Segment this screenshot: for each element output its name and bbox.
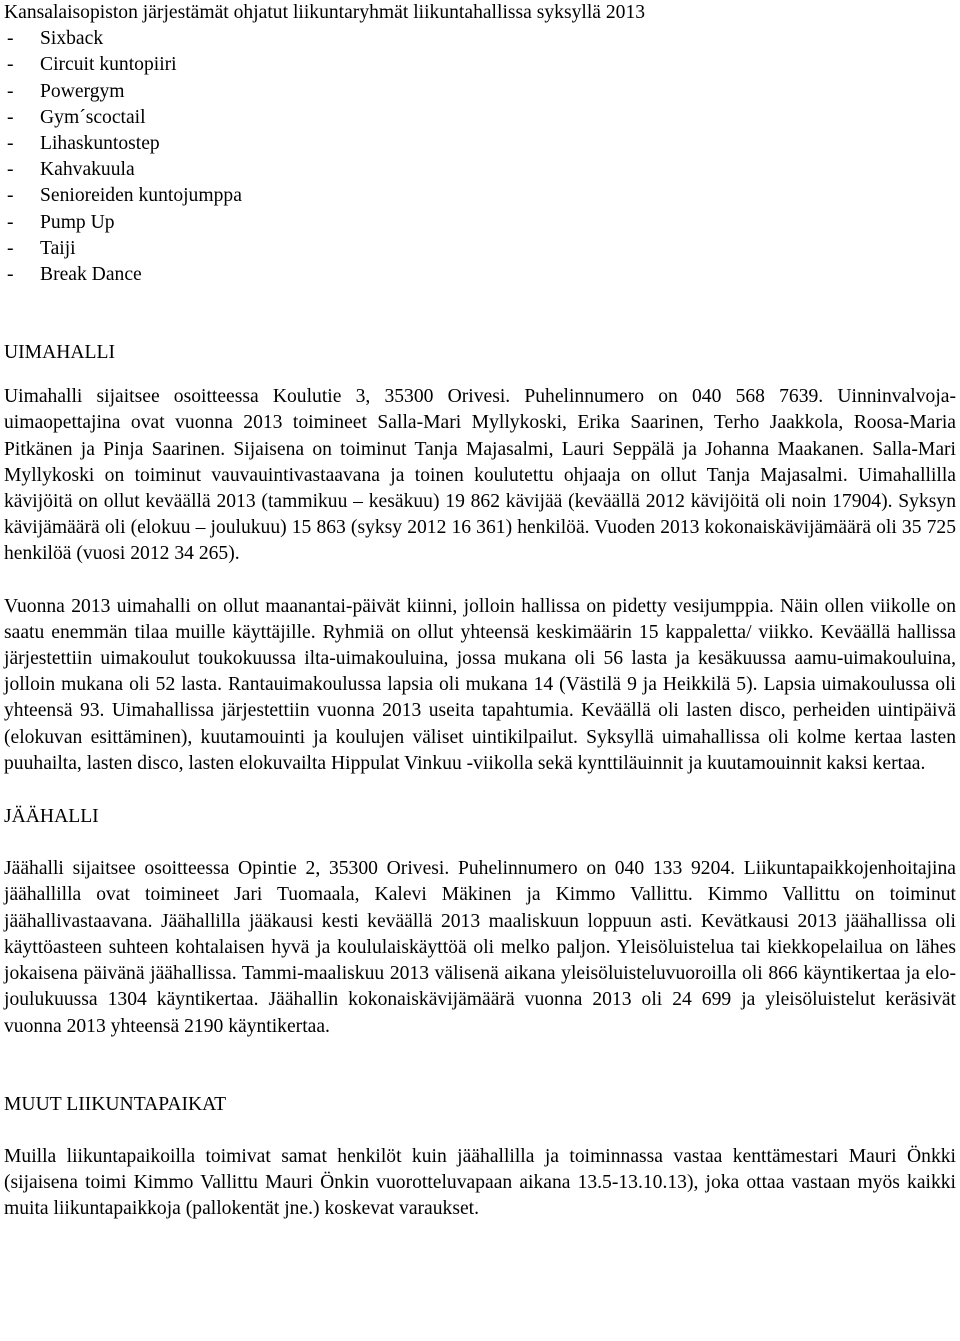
list-item bbox=[4, 79, 956, 105]
list-item bbox=[4, 262, 956, 288]
list-dash: - bbox=[7, 237, 14, 259]
activity-label: Pump Up bbox=[40, 211, 115, 233]
uimahalli-paragraph-1: Uimahalli sijaitsee osoitteessa Koulutie 3, 35300 Orivesi. Puhelinnumero on 040 568 7639. Uinninvalvoja-uimaopettajina ovat vuonna 2013 toimineet Salla-Mari Myllykoski, Erika Saarinen, Terho Jaakkola, Roosa-Maria Pitkänen ja Pinja Saarinen. Sijaisena on toiminut Tanja Majasalmi, Lauri Seppälä ja Johanna Maakanen. Salla-Mari Myllykoski on toiminut vauvauintivastaavana ja toinen koulutettu ohjaaja on ollut Tanja Majasalmi. Uimahallilla kävijöitä on ollut keväällä 2013 (tammikuu – kesäkuu) 19 862 kävijää (keväällä 2012 kävijöitä oli noin 17904). Syksyn kävijämäärä oli (elokuu – joulukuu) 15 863 (syksy 2012 16 361) henkilöä. Vuoden 2013 kokonaiskävijämäärä oli 35 725 henkilöä (vuosi 2012 34 265). bbox=[4, 386, 956, 565]
activity-list bbox=[4, 26, 956, 288]
list-item bbox=[4, 105, 956, 131]
document-page bbox=[4, 0, 956, 1223]
list-dash: - bbox=[7, 106, 14, 128]
list-dash: - bbox=[7, 132, 14, 154]
list-item bbox=[4, 157, 956, 183]
list-dash: - bbox=[7, 54, 14, 76]
activity-label: Break Dance bbox=[40, 263, 142, 285]
activity-label: Gym´scoctail bbox=[40, 106, 146, 128]
activity-label: Kahvakuula bbox=[40, 159, 135, 181]
muut-liikuntapaikat-heading: MUUT LIIKUNTAPAIKAT bbox=[4, 1093, 227, 1115]
list-dash: - bbox=[7, 211, 14, 233]
list-item bbox=[4, 52, 956, 78]
list-dash: - bbox=[7, 159, 14, 181]
activity-label: Lihaskuntostep bbox=[40, 132, 160, 154]
list-dash: - bbox=[7, 263, 14, 285]
activity-label: Circuit kuntopiiri bbox=[40, 54, 177, 76]
list-item bbox=[4, 26, 956, 52]
list-dash: - bbox=[7, 185, 14, 207]
jaahalli-heading: JÄÄHALLI bbox=[4, 806, 99, 828]
uimahalli-paragraph-2: Vuonna 2013 uimahalli on ollut maanantai-päivät kiinni, jolloin hallissa on pidetty vesijumppia. Näin ollen viikolle on saatu enemmän tilaa muille käyttäjille. Ryhmiä on ollut yhteensä keskimäärin 15 kappaletta/ viikko. Keväällä hallissa järjestettiin uimakoulut toukokuussa ilta-uimakouluina, jossa mukana oli 56 lasta ja kesäkuussa aamu-uimakouluina, jolloin mukana oli 52 lasta. Rantauimakoulussa lapsia oli mukana 14 (Västilä 9 ja Heikkilä 5). Lapsia uimakoulussa oli yhteensä 93. Uimahallissa järjestettiin vuonna 2013 useita tapahtumia. Keväällä oli lasten disco, perheiden uintipäivä (elokuvan esittäminen), kuutamouinti ja koulujen väliset uintikilpailut. Syksyllä uimahallissa oli kolme kertaa lasten puuhailta, lasten disco, lasten elokuvailta Hippulat Vinkuu -viikolla sekä kynttiläuinnit ja kuutamouinnit kaksi kertaa. bbox=[4, 595, 956, 774]
list-item bbox=[4, 236, 956, 262]
intro-title: Kansalaisopiston järjestämät ohjatut liikuntaryhmät liikuntahallissa syksyllä 2013 bbox=[4, 2, 646, 23]
list-item bbox=[4, 183, 956, 209]
muut-liikuntapaikat-paragraph-1: Muilla liikuntapaikoilla toimivat samat henkilöt kuin jäähallilla ja toiminnassa vastaa kenttämestari Mauri Önkki (sijaisena toimi Kimmo Vallittu Mauri Önkin vuorotteluvapaan aikana 13.5-13.10.13), joka ottaa vastaan myös kaikki muita liikuntapaikkoja (pallokentät jne.) koskevat varaukset. bbox=[4, 1145, 956, 1220]
activity-label: Taiji bbox=[40, 237, 76, 259]
activity-label: Senioreiden kuntojumppa bbox=[40, 185, 242, 207]
list-dash: - bbox=[7, 80, 14, 102]
jaahalli-paragraph-1: Jäähalli sijaitsee osoitteessa Opintie 2, 35300 Orivesi. Puhelinnumero on 040 133 9204. Liikuntapaikkojenhoitajina jäähallilla ovat toimineet Jari Tuomaala, Kalevi Mäkinen ja Kimmo Vallittu. Kimmo Vallittu on toiminut jäähallivastaavana. Jäähallilla jääkausi kesti keväällä 2013 maaliskuun loppuun asti. Kevätkausi 2013 jäähallissa oli käyttöasteen suhteen kohtalaisen hyvä ja koululaiskäyttöä oli melko paljon. Yleisöluistelua tai kiekkopelailua on lähes jokaisena päivänä jäähallissa. Tammi-maaliskuu 2013 välisenä aikana yleisöluisteluvuoroilla oli 866 käyntikertaa ja elo-joulukuussa 1304 käyntikertaa. Jäähallin kokonaiskävijämäärä vuonna 2013 oli 24 699 ja yleisöluistelut keräsivät vuonna 2013 yhteensä 2190 käyntikertaa. bbox=[4, 858, 956, 1037]
list-item bbox=[4, 131, 956, 157]
list-item bbox=[4, 210, 956, 236]
list-dash: - bbox=[7, 28, 14, 50]
activity-label: Sixback bbox=[40, 28, 104, 50]
uimahalli-heading: UIMAHALLI bbox=[4, 342, 116, 364]
activity-label: Powergym bbox=[40, 80, 125, 102]
